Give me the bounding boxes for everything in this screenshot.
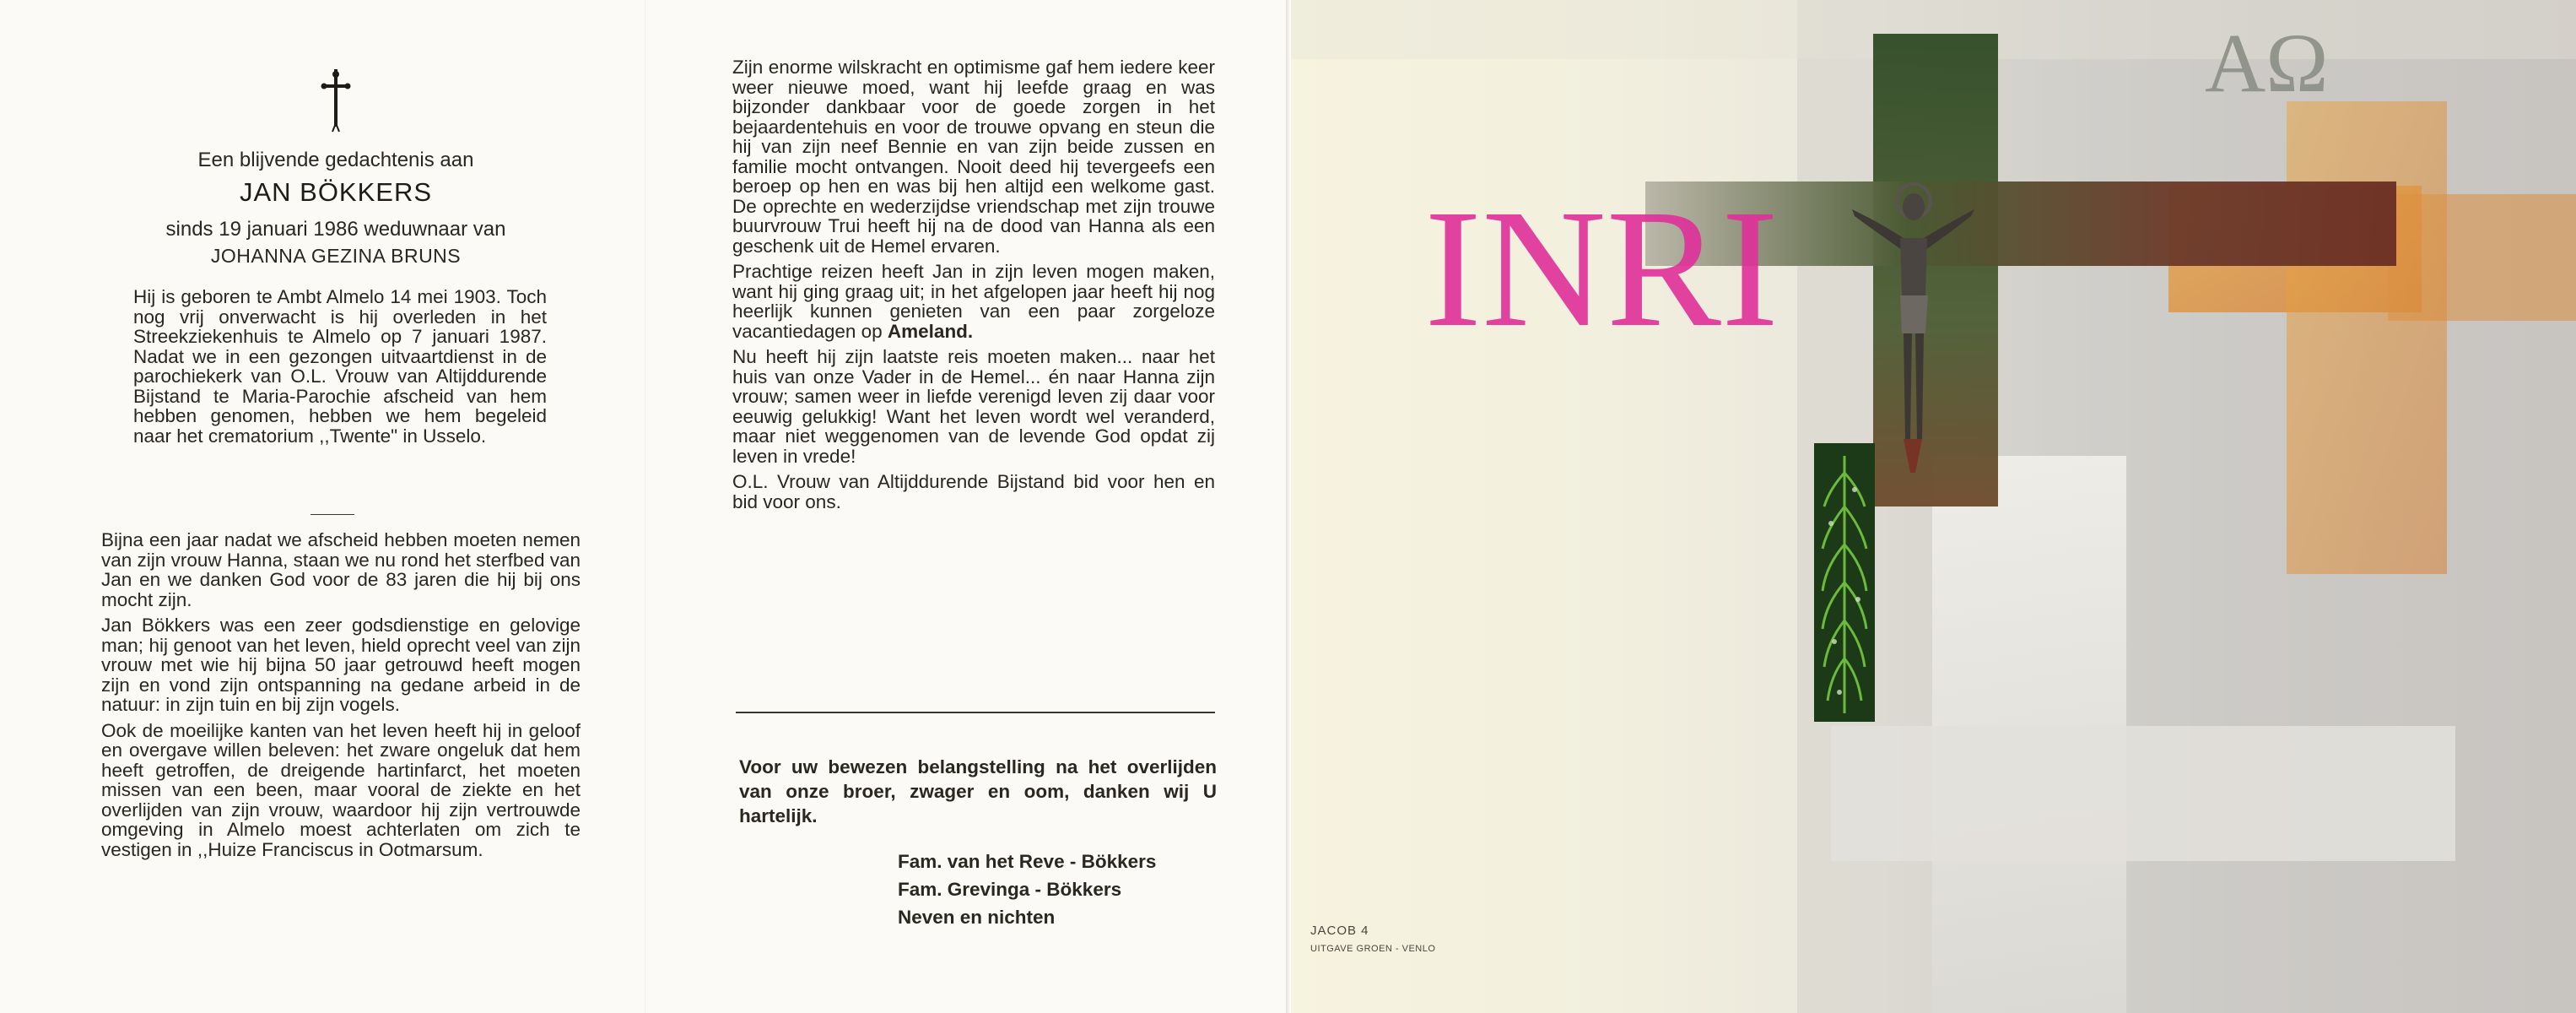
family-line: Fam. van het Reve - Bökkers [898,851,1157,872]
alpha-omega-mark: AΩ [2205,16,2329,110]
cover-artwork [1291,0,2576,1013]
middle-paragraph-2 [732,262,1215,341]
deceased-name: JAN BÖKKERS [239,177,433,207]
memorial-intro: Een blijvende gedachtenis aan [197,149,474,171]
birth-death-text: Hij is geboren te Ambt Almelo 14 mei 1903. Toch nog vrij onverwacht is hij overleden in het Streekziekenhuis te Almelo op 7 januari 1987. Nadat we in een gezongen uitvaartdienst in de parochiekerk van O.L. Vrouw van Altijddurende Bijstand te Maria-Parochie afscheid van hem hebben genomen, hebben we hem begeleid naar het crematorium ,,Twente" in Usselo. [133,286,547,447]
separator-dash [311,514,354,515]
reflection-paragraph-2: Jan Bökkers was een zeer godsdienstige en gelovige man; hij genoot van het leven, hield oprecht veel van zijn vrouw met wie hij bijna 50 jaar getrouwd heeft mogen zijn en vond zijn ontspanning na gedane arbeid in de natuur: in zijn tuin en bij zijn vogels. [101,615,581,715]
middle-paragraph-4: O.L. Vrouw van Altijddurende Bijstand bid voor hen en bid voor ons. [732,471,1215,512]
inri-title: INRI [1424,176,1779,362]
reflection-paragraph-3: Ook de moeilijke kanten van het leven heeft hij in geloof en overgave willen beleven: het zware ongeluk dat hem heeft getroffen, de dreigende hartinfarct, het moeten missen van een been, maar vooral de ziekte en het overlijden van zijn vrouw, waardoor hij zijn vertrouwde omgeving in Almelo moest achterlaten om zich te vestigen in ,,Huize Franciscus in Ootmarsum. [101,719,581,860]
spouse-name: JOHANNA GEZINA BRUNS [210,245,462,267]
middle-paragraph-3: Nu heeft hij zijn laatste reis moeten maken... naar het huis van onze Vader in de Hemel... én naar Hanna zijn vrouw; samen weer in liefde verenigd leven zij daar voor eeuwig gelukkig! Want het leven wordt wel veranderd, maar niet weggenomen van de levende God opdat zij leven in vrede! [732,346,1215,467]
cross-icon [319,68,353,135]
family-line: Neven en nichten [898,907,1056,928]
horizontal-rule [736,712,1215,713]
biography-paragraph [133,287,547,446]
thanks-text: Voor uw bewezen belangstelling na het overlijden van onze broer, zwager en oom, danken wij U hartelijk. [739,756,1217,826]
reflection-paragraph-1: Bijna een jaar nadat we afscheid hebben moeten nemen van zijn vrouw Hanna, staan we nu rond het sterfbed van Jan en we danken God voor de 83 jaren die hij bij ons mocht zijn. [101,529,581,610]
family-line: Fam. Grevinga - Bökkers [898,879,1122,900]
travel-text: Prachtige reizen heeft Jan in zijn leven mogen maken, want hij ging graag uit; in het afgelopen jaar heeft hij nog heerlijk kunnen genieten van een paar zorgeloze vacantiedagen op [732,261,1215,342]
series-label: JACOB 4 [1310,924,1369,938]
middle-text-column [732,57,1215,517]
widower-since: sinds 19 januari 1986 weduwnaar van [165,218,506,241]
ameland-text: Ameland. [887,320,974,342]
family-signatures [898,848,1156,931]
publisher-label: UITGAVE GROEN - VENLO [1310,944,1436,954]
middle-paragraph-1: Zijn enorme wilskracht en optimisme gaf hem iedere keer weer nieuwe moed, want hij leefde graag en was bijzonder dankbaar voor de goede zorgen in het bejaardentehuis en voor de trouwe opvang en steun die hij van zijn neef Bennie en van zijn beide zussen en familie mocht ontvangen. Nooit deed hij tevergeefs een beroep op hen en was bij hen altijd een welkome gast. De oprechte en wederzijdse vriendschap met zijn trouwe buurvrouw Trui heeft hij na de dood van Hanna als een geschenk uit de Hemel ervaren. [732,57,1215,257]
crucifix-illustration [1291,0,2576,1013]
reflection-block [101,530,581,865]
